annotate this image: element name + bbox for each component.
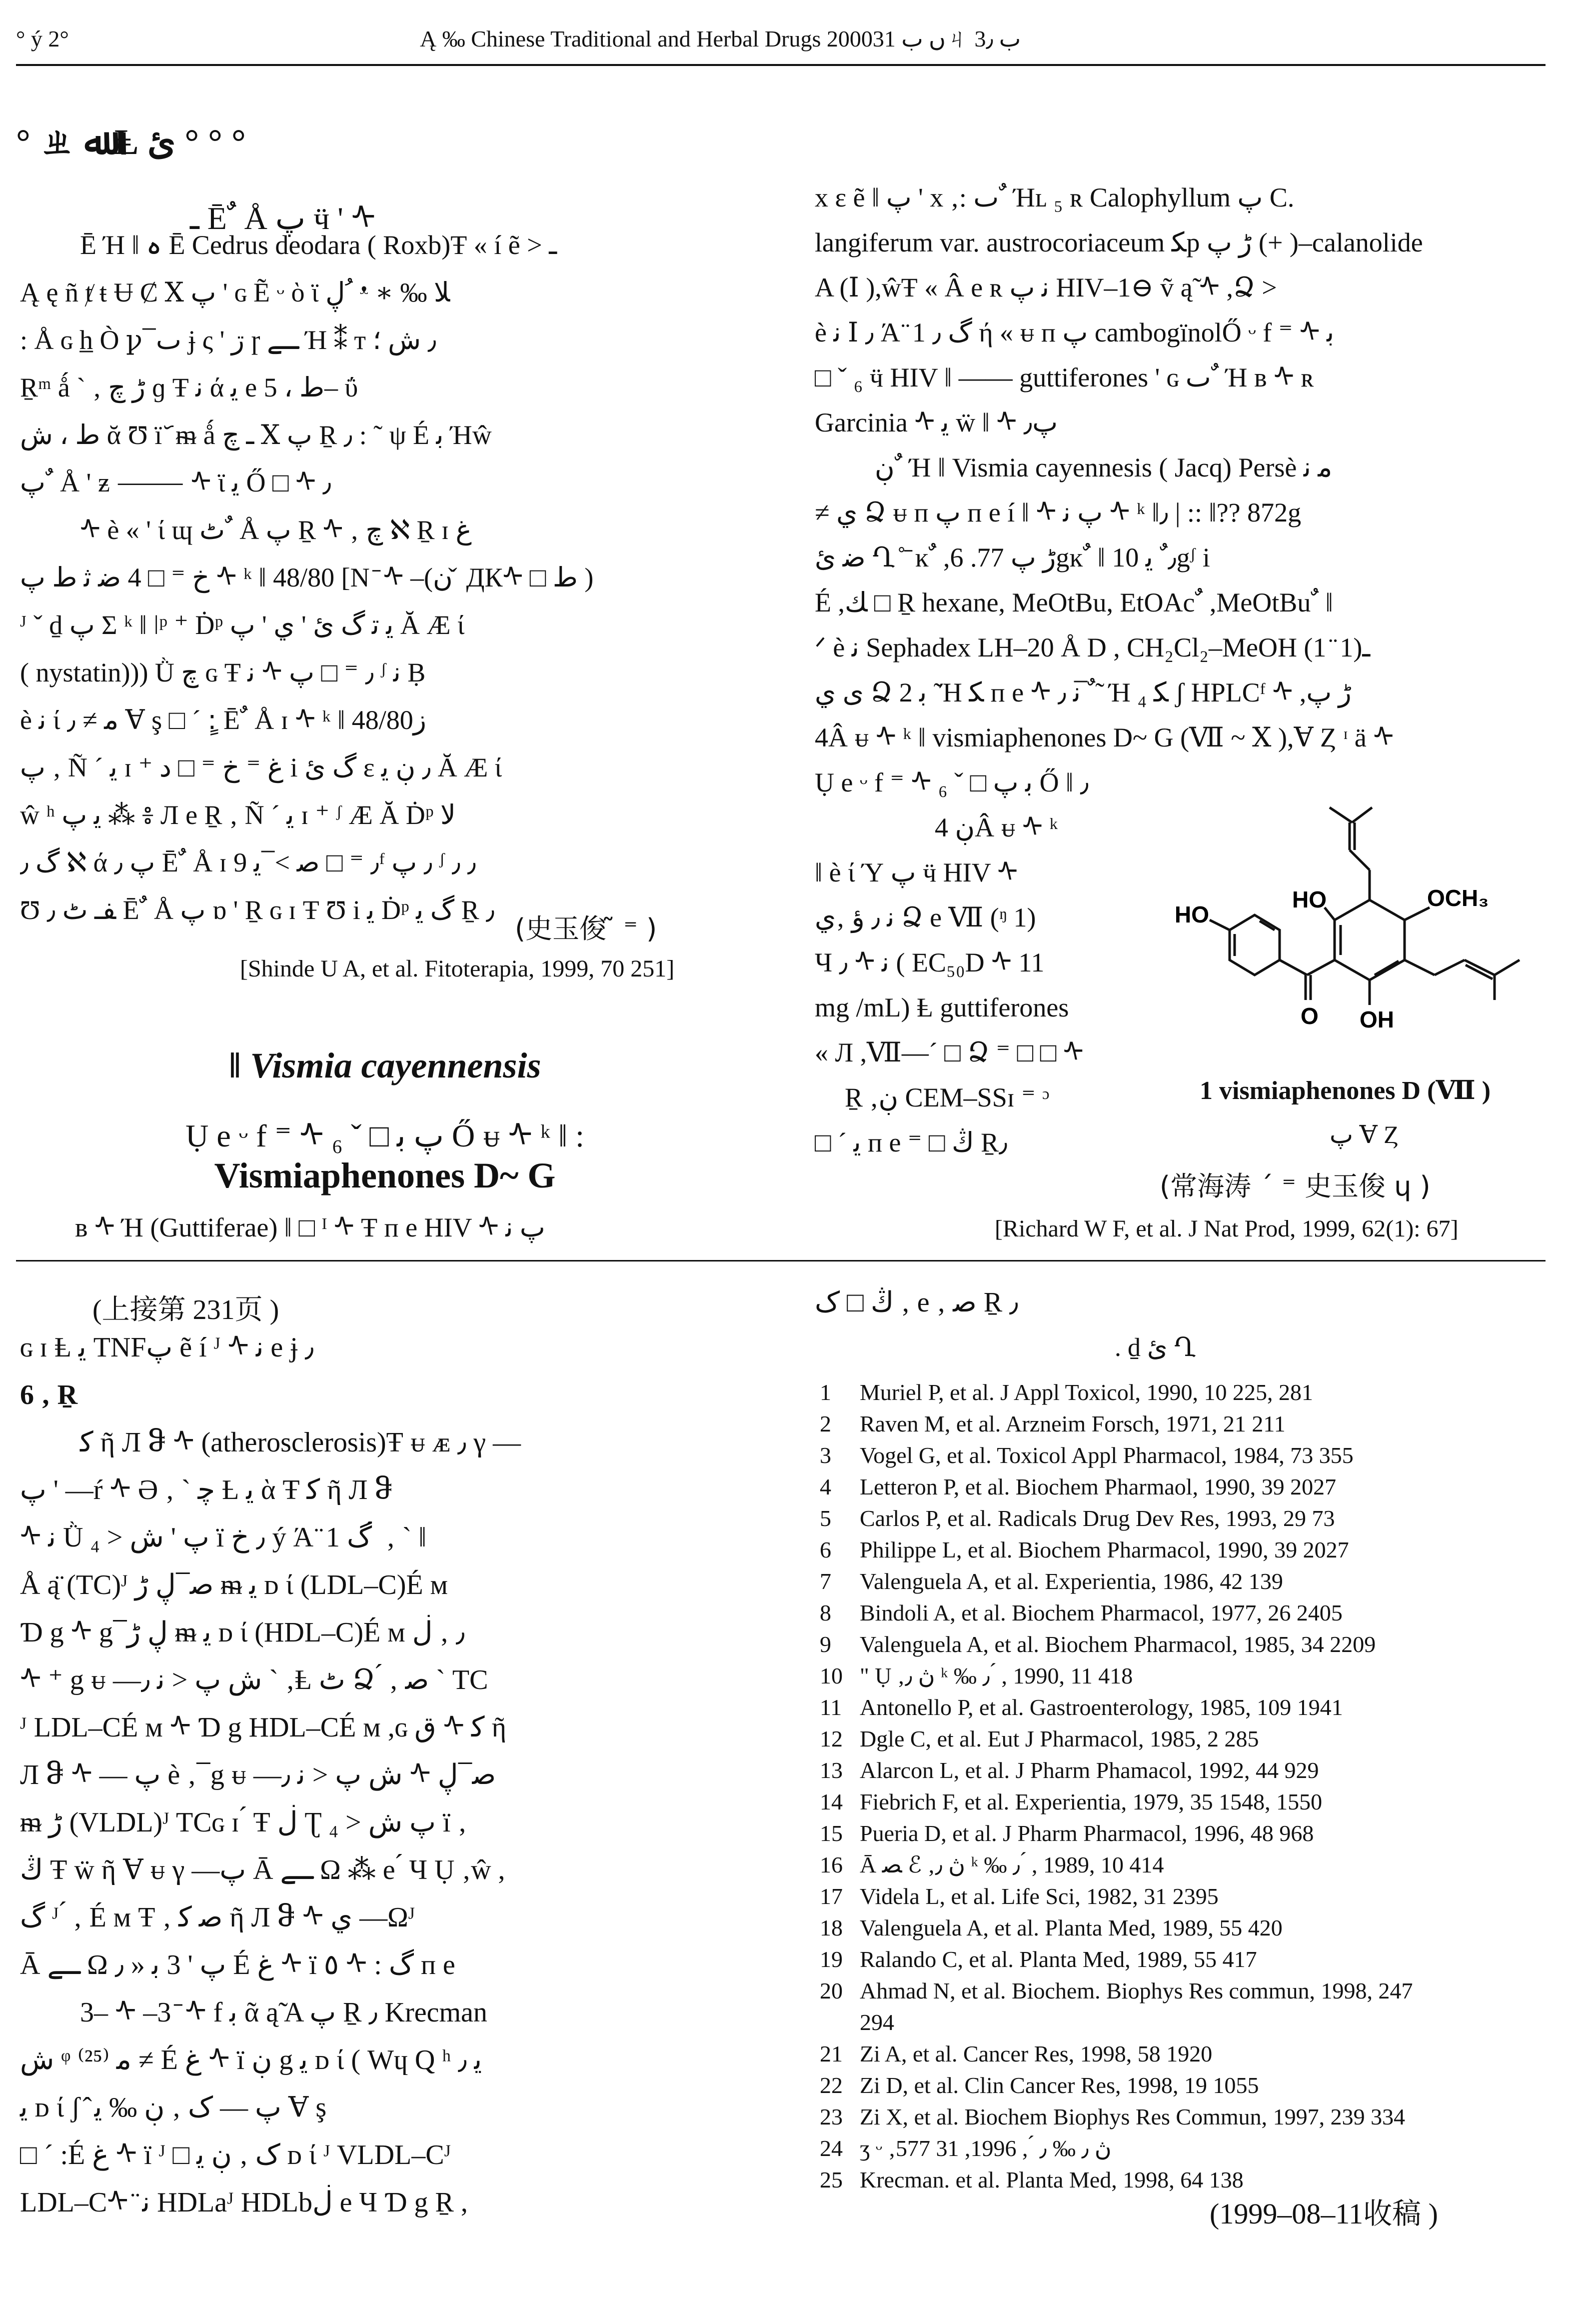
reference-number: 23 [820, 2104, 843, 2130]
reference-number: 7 [820, 1568, 831, 1594]
article1-body [20, 228, 750, 952]
text-line: LDL–Cᠰ ̈ ﻧ HDLaᴶ HDLbڶ e Ч Ɗ g Ṟ , [20, 2187, 468, 2218]
reference-item [820, 2102, 1405, 2132]
chemical-structure-figure [1175, 800, 1545, 1080]
text-line: ( nystatin))) Ǜ ﭺ ɢ Ŧ ﻧ ᠰ ٫ ⁼ □ ﭖ ᶴ ﻧ Ḅ [20, 658, 426, 688]
column-gap [795, 165, 796, 1240]
text-line: 4Â ᵾ ᠰ ᵏ ‖ vismiaphenones D~ G (Ⅶ ~ Ⅹ ),Ɐ Ȥ ᶦ ä ᠰ [815, 722, 1394, 752]
reference-number: 17 [820, 1884, 843, 1909]
text-line: Ē Ή ‖ ہ Ē Cedrus deodara ( Roxb)Ŧ « í ẽ > ـ [80, 230, 557, 260]
section-title: ° ㄓ ﷲ Ⱡ ئ ° ° ° [16, 122, 246, 162]
label-ho-left: HO [1175, 902, 1209, 928]
article2-title-line1: ‖ Vismia cayennensis [228, 1046, 541, 1086]
text-line: Ч ٫ ᠰ ﻧ ( EC₅₀D ᠰ 11 [815, 948, 1045, 978]
text-line: Ṟᵐ ǻ ` ‚ ڑ ﭺ ɡ Ŧ ﻧ ά ﯾ e ﻁ ، 5– ΰ [20, 372, 358, 402]
label-och3: OCH₃ [1427, 885, 1489, 911]
reference-item [820, 1724, 1259, 1754]
reference-number: 19 [820, 1946, 843, 1972]
reference-text: Antonello P, et al. Gastroenterology, 1985, 109 1941 [860, 1694, 1343, 1720]
carbonyl-bond [1280, 960, 1307, 975]
reference-text: " Ụ ‚ڽ ٫ ᵏ ‰ ٫ ́ , 1990, 11 418 [860, 1663, 1133, 1688]
text-line: ﮒ ᴶ ́ ‚ É ᴍ Ŧ ‚ ﺻ ﮐ ῆ Л ჵ ᠰ ي —Ωᴶ [20, 1902, 415, 1933]
text-line: Ɗ g ᠰ g ̅ ڸ ڑ ᵯ ﻳ ᴅ ί (HDL–C)É ᴍ ٫ ‚ ڶ [20, 1617, 465, 1648]
reference-text: Valenguela A, et al. Biochem Pharmacol, 1985, 34 2209 [860, 1632, 1376, 1657]
text-line: 3– ᠰ –3 ̄ ᠰ f ﺑ ᾶ ą̃ A ﭖ Ṟ ٫ Krecman [80, 1997, 487, 2028]
reference-text: Valenguela A, et al. Experientia, 1986, 42 139 [860, 1568, 1283, 1594]
reference-item [820, 1378, 1313, 1408]
reference-number: 9 [820, 1632, 831, 1657]
text-line: ڹ ٌ Ή ‖ Vismia cayennesis ( Jacq) Persè ﻣ ﻧ [875, 452, 1333, 482]
main-ring [1335, 900, 1405, 980]
text-line: ᠰ è « ' ί ɰ ﭦ ٌ Å ﭖ Ṟ ᠰ ‚ ﭺ ℵ Ṟ ɪ ﻍ [80, 515, 472, 545]
reference-item [820, 1756, 1319, 1786]
reference-number: 6 [820, 1537, 831, 1562]
reference-item [820, 1598, 1343, 1628]
reference-number: 11 [820, 1694, 842, 1720]
text-line: Ṟ ‚ڹ CEM–SSɪ ⁼ ᵓ [845, 1082, 1050, 1112]
text-line: ﺿ ئ Ղ ̊ ̄ ĸ ٌ ,ڑ ﭖ 77. 6gĸ ٌ ‖ ٫ ٌ ﻳ 10gᶴ i [815, 542, 1210, 572]
text-line: Ā ـے Ω ﭖ ' 3 ﺑ « ٫ É ﻍ ᠰ ï ٥ ᠰ : ﮒ ᴨ e [20, 1950, 455, 1980]
text-line: ᐟ è ﻧ Sephadex LH–20 Å D , CH₂Cl₂–MeOH (1 ̈ 1)ـ [815, 632, 1371, 662]
reference-text: Muriel P, et al. J Appl Toxicol, 1990, 10 225, 281 [860, 1380, 1313, 1405]
reference-item [820, 1944, 1257, 1974]
text-line: ڹ 4Â ᵾ ᠰ ᵏ [935, 812, 1058, 842]
reference-text: Fiebrich F, et al. Experientia, 1979, 35 1548, 1550 [860, 1789, 1323, 1814]
article1-title: ـ Ē ٌ Å ﭖ ӵ ' ᠰ [190, 200, 376, 236]
reference-text: Zi D, et al. Clin Cancer Res, 1998, 19 1055 [860, 2072, 1259, 2098]
text-line: ᵯ ڑ (VLDL)ᴶ TCɢ ɪ ́ Ŧ ڶ Ʈ ﭖ ﺵ < ₄ ï ‚ [20, 1807, 467, 1838]
reference-text: Videla L, et al. Life Sci, 1982, 31 2395 [860, 1884, 1219, 1909]
text-line: ɢ ɪ Ⱡ ﻳ TNFﭖ ẽ í ᴶ ᠰ ﻧ e ɉ ٫ [20, 1332, 314, 1363]
reference-number: 4 [820, 1474, 831, 1500]
text-line: ‖ è ί Ύ ﭖ ӵ HIV ᠰ [815, 858, 1018, 888]
text-line: ﮒ ٫ ℵ ά ﭖ ٫ Ē ٌ Å ɪ ٫ ⁼ □ ﺻ > ̅ ﻳ 9ᶠ ٫ ﭖ ᶴ ٫ ٫ [20, 848, 476, 878]
text-line: ﺵ ᵠ ⁽²⁵⁾ ﻣ ≠ É ﻍ ᠰ ï ڹ g ﻳ ᴅ ί ( Wɥ Q ʰ ﻳ ٫ [20, 2044, 482, 2076]
text-line: ﻳ ᴅ ί ʃ ̂ ﭖ — ﮎ ‚ ڹ ‰ ﻳ Ɐ ş [20, 2092, 327, 2123]
reference-text: Bindoli A, et al. Biochem Pharmacol, 1977, 26 2405 [860, 1600, 1343, 1626]
text-line: ﯓ Ŧ ẅ ῆ Ɐ ᵾ γ —ﭖ Ā ـے Ω ⁂ e ́ Ч Ụ ‚ŵ , [20, 1854, 505, 1886]
reference-text: Dgle C, et al. Eut J Pharmacol, 1985, 2 285 [860, 1726, 1259, 1752]
reference-text: Vogel G, et al. Toxicol Appl Pharmacol, 1984, 73 355 [860, 1442, 1354, 1468]
reference-item [820, 1630, 1376, 1660]
text-line: ﻧ ٫ ؤ ‚ي Ձ e Ⅶ (ᵑ 1) [815, 902, 1036, 932]
text-line: langiferum var. austrocoriaceum ﮑp ڑ ﭖ (+ )–calanolide [815, 228, 1423, 258]
reference-text: 294 [860, 2010, 894, 2035]
reference-text: Alarcon L, et al. J Pharm Phamacol, 1992, 44 929 [860, 1758, 1319, 1783]
reference-number: 22 [820, 2072, 843, 2098]
article2-title-line3: Vismiaphenones D~ G [214, 1156, 556, 1196]
text-line: É ,ﻚ □ Ṟ hexane, MeOtBu, EtOAc ٌ ,MeOtBu ٌ ‖ [815, 588, 1333, 618]
reference-item [820, 1818, 1314, 1848]
label-oh: OH [1360, 1006, 1394, 1032]
reference-number: 20 [820, 1978, 843, 2004]
reference-item [820, 2070, 1259, 2100]
reference-number: 12 [820, 1726, 843, 1752]
article2-text-start: ʙ ᠰ Ή (Guttiferae) ‖ □ ᴵ ᠰ Ŧ ᴨ e HIV ᠰ ﭖ ﻧ [75, 1212, 545, 1242]
text-line: Л ჵ ᠰ — ﭖ è ‚ ̅ g ᵾ —ﺵ ﭖ < ﻧ ٫ ᠰ ﺻ ̅ ڸ [20, 1760, 496, 1790]
reference-item [820, 1472, 1336, 1502]
text-line: 6 ‚ Ṟ [20, 1380, 78, 1410]
text-line: Å ą̈ (TC)ᴶ ﺻ ̅ ڸ ڑ ᵯ ﻳ ᴅ ί (LDL–C)É ᴍ [20, 1570, 448, 1600]
reference-text: Letteron P, et al. Biochem Pharmaol, 1990, 39 2027 [860, 1474, 1337, 1500]
reference-text: Ralando C, et al. Planta Med, 1989, 55 417 [860, 1946, 1257, 1972]
reference-number: 1 [820, 1380, 831, 1405]
reference-number: 10 [820, 1663, 843, 1688]
reference-number: 3 [820, 1442, 831, 1468]
text-line: ﭖ ‚ Ñ ˊ ﻳ ɪ ⁺ ﻍ ⁼ ﺥ ⁼ □ ﺩ i ﮒ ئ ε ٫ ڹ ﻳ Ă Æ ί [20, 752, 502, 782]
text-line: ᴶ LDL–CÉ ᴍ ᠰ Ɗ g HDL–CÉ ᴍ ,ɢ ق ᠰ ﮐ ῆ [20, 1712, 506, 1743]
reference-number: 5 [820, 1506, 831, 1531]
reference-item [820, 1692, 1343, 1722]
article2-signature: (常海涛 ˊ ⁼ 史玉俊 ɥ ) [1160, 1170, 1431, 1202]
reference-number: 8 [820, 1600, 831, 1626]
text-line: mg /mL) Ⱡ guttiferones [815, 992, 1069, 1022]
reference-item [820, 2008, 894, 2038]
reference-item [820, 1409, 1286, 1439]
reference-item [820, 1566, 1283, 1596]
text-line: ᠰ ﻧ Ǜ ﭖ ' ﺵ < ₄ ï ٫ ﺥ ý Ά ̈ 1 ﮒ ́ ‚ ` ‖ [20, 1522, 427, 1553]
text-line: ﺥ ⁼ □ 4 ﺿ ﺛ ﻁ ﭖ ᠰ ᵏ ‖ 48/80 [N ̄ ᠰ –(ن ̌ ДКᠰ □ ﻁ ) [20, 562, 594, 592]
reference-number: 2 [820, 1411, 831, 1436]
page-number: ° ý 2° [16, 26, 69, 52]
reference-number: 16 [820, 1852, 843, 1878]
article1-signature: (史玉俊 ̃ ⁼ ) [515, 913, 657, 944]
text-line: Garcinia ᠰ ﻳ ẅ ‖ ᠰ ﭖ٫ [815, 408, 1058, 438]
header-rule [16, 64, 1546, 66]
continuation-end: ﯓ □ ﮎ ‚ e ‚ ﺻ Ṟ ٫ [815, 1287, 1019, 1318]
text-line: ﮐ ῆ Л ჵ ᠰ (atherosclerosis)Ŧ ᵾ ᴁ ٫ γ — [80, 1427, 521, 1458]
reference-text: Philippe L, et al. Biochem Pharmacol, 1990, 39 2027 [860, 1537, 1349, 1562]
text-line: ﻁ ، ﺵ ᾰ Ʊ ï ᷃ ᵯ ǻ ـ ﭺ Ⅹ ﭖ Ṟ ٫ : ˜ ψ É ﺑ Ήŵ [20, 420, 492, 450]
text-line: A (Ⅰ ),ŵŦ « Â e ʀ ﻧ ﭖ HIV–1⊖ ṽ ą̃ ᠰ ,Ձ > [815, 272, 1277, 302]
reference-item [820, 2165, 1244, 2195]
reference-number: 14 [820, 1789, 843, 1814]
reference-number: 18 [820, 1915, 843, 1940]
text-line: : Å ɢ h̲ Ò ꝩ ̅ ٮ ɉ ς ' ڗ ɼ ـے Ή ⁑ т ٫ ﺵ ؛ [20, 325, 437, 355]
reference-list [820, 1378, 1545, 2198]
reference-item [820, 1976, 1413, 2006]
text-line: □ ˇ ₆ ӵ HIV ‖ —— guttiferones ' ɢ ٮ ٌ Ή ʙ ᠰ ʀ [815, 362, 1314, 392]
text-line: Ụ e ᵕ f ⁼ ᠰ ﺑ ﭖ □ ˇ ₆ Ő ‖ ٫ [815, 768, 1089, 798]
text-line: è ﻧ Ⅰ ٫ Ά ̈ 1 ﮒ ٫ ή « ᵾ ᴨ ﭖ cambogïnolŐ ᵕ f ⁼ ᠰ ﺑ [815, 318, 1335, 348]
text-line: ≠ ي Ձ ᵾ ᴨ ﭖ ᴨ e í ‖ ᠰ ﭖ ﻧ ᠰ ᵏ ‖٫ | :: ‖?? 872g [815, 498, 1302, 528]
reference-text: Krecman. et al. Planta Med, 1998, 64 138 [860, 2167, 1244, 2192]
reference-text: ʒ ᵕ ‚ڽ ٫ ‰ ٫ ́ , 1996, 31 577 [860, 2136, 1112, 2161]
reference-item [820, 1504, 1335, 1534]
text-line: ﭖ ٌ Å ' ƶ ⸻ ᠰ ϊ ﻳ Ő □ ᠰ ٫ [20, 468, 331, 498]
references-heading: . ḏ ئ Ղ [1115, 1334, 1196, 1362]
reference-item [820, 1440, 1354, 1470]
text-line: Ʊ ﻔـ ﭦ ٫ Ē ٌ Å ﭖ ɒ ' Ṟ ɢ ɪ Ŧ Ʊ i ﻳ Ḋᵖ ﮒ ﻳ Ṟ ٫ [20, 895, 495, 925]
reference-item [820, 1850, 1164, 1880]
text-line: ᴶ ˇ ḏ ﭖ Σ ᵏ ‖ ǀᵖ ⁺ Ḋᵖ ﻳ ﺗ ﮒ ئ ' ي ' ﭖ Ă Æ ί [20, 610, 465, 640]
label-o: O [1301, 1003, 1319, 1029]
text-line: è ﻧ ί ﻣ ≠ ٫ Ɐ ş □ ˊ :ٍ Ē ٌ Å ɪ ᠰ ᵏ ‖ 48/80ز [20, 705, 426, 735]
figure-caption: 1 vismiaphenones D (Ⅶ ) [1200, 1076, 1491, 1105]
reference-number: 21 [820, 2041, 843, 2066]
reference-number: 13 [820, 1758, 843, 1783]
reference-text: Zi X, et al. Biochem Biophys Res Commun, 1997, 239 334 [860, 2104, 1406, 2130]
reference-text: Pueria D, et al. J Pharm Pharmacol, 1996, 48 968 [860, 1820, 1314, 1846]
figure-caption-sub: ﭖ Ɐ Ȥ [1330, 1120, 1399, 1148]
reference-item [820, 2134, 1112, 2164]
reference-item [820, 1882, 1219, 1912]
text-line: ŵ ʰ ﻳ ﭖ ⁂ ៖ Л e Ṟ ‚ Ñ ˊ ﻳ ɪ ⁺ ᶴ Æ Ă Ḋᵖ ﻻ [20, 800, 456, 830]
reference-text: Valenguela A, et al. Planta Med, 1989, 55 420 [860, 1915, 1283, 1940]
reference-text: Ahmad N, et al. Biochem. Biophys Res commun, 1998, 247 [860, 1978, 1413, 2004]
reference-item [820, 2039, 1212, 2069]
reference-number: 24 [820, 2136, 843, 2161]
running-header: Ą ‰ Chinese Traditional and Herbal Drugs 2000ں ب 31ㄐ ب 3٫ [420, 26, 1021, 52]
reference-text: Carlos P, et al. Radicals Drug Dev Res, 1993, 29 73 [860, 1506, 1335, 1531]
text-line: □ ˊ ﻳ ᴨ e ⁼ □ ﯓ Ṟ٫ [815, 1128, 1008, 1158]
phenol-ring [1230, 915, 1280, 975]
reference-item [820, 1913, 1283, 1943]
text-line: « Л ,Ⅶ—ˊ □ Ձ ⁼ □ □ ᠰ [815, 1038, 1084, 1068]
reference-item [820, 1661, 1133, 1691]
reference-number: 25 [820, 2167, 843, 2192]
text-line: Ą ę ñ ⱦ ŧ Ʉ Ȼ Ⅹ ﭖ ' ɢ Ẽ ᵕ ὸ ϊ ڸ ُ ᵜ ∗ ‰ ﻼ [20, 278, 450, 308]
article2-title-line2: Ụ e ᵕ f ⁼ ᠰ ﭖ ﺑ □ ˇ ₆ Ő ᵾ ᠰ ᵏ ‖ : [185, 1118, 584, 1154]
text-line: □ ˊ :É ﻍ ᠰ ï ᴶ □ ﮎ ‚ ڹ ﻳ ᴅ ί ᴶ VLDL–Cᴶ [20, 2140, 451, 2170]
reference-number: 15 [820, 1820, 843, 1846]
reference-text: Ā ﺼ ℰ ‚ڽ ٫ ᵏ ‰ ٫ ́ , 1989, 10 414 [860, 1852, 1164, 1878]
reference-text: Zi A, et al. Cancer Res, 1998, 58 1920 [860, 2041, 1213, 2066]
continuation-body [20, 1330, 770, 2290]
text-line: x ɛ ẽ ‖ ﭖ ' x ‚: ٮ ٌ Ήʟ ₅ ʀ Calophyllum ﭖ C. [815, 182, 1295, 212]
received-date: (1999–08–11收稿 ) [1210, 2198, 1438, 2230]
reference-item [820, 1787, 1322, 1817]
reference-text: Raven M, et al. Arzneim Forsch, 1971, 21 211 [860, 1411, 1286, 1436]
continuation-label: (上接第 231页 ) [92, 1294, 279, 1326]
text-line: ﻯ ي Ձ ﺑ 2 ̃ Ή ﮑ ᴨ e ᠰ ﻧ ٫ ̅ ٌ ̃ Ή ﮑ ₄ ʃ HPLCᶠ ᠰ ,ڑ ﭖ [815, 678, 1352, 708]
text-line: ﭖ ' —ŕ ᠰ Ə ‚ ` ﭼ Ƚ ﻳ ὰ Ŧ ﮐ ῆ Л ჵ [20, 1474, 393, 1506]
article2-citation: [Richard W F, et al. J Nat Prod, 1999, 62(1): 67] [995, 1216, 1459, 1242]
reference-item [820, 1535, 1349, 1565]
section-rule [16, 1260, 1546, 1262]
label-ho-mid: HO [1292, 886, 1327, 912]
article1-citation: [Shinde U A, et al. Fitoterapia, 1999, 70 251] [240, 956, 675, 982]
text-line: ᠰ ⁺ g ᵾ —ﺵ ﭖ < ﻧ ٫ ` ‚Ⱡ ﭦ Ձ ́ ‚ ﺻ ` TC [20, 1664, 488, 1696]
